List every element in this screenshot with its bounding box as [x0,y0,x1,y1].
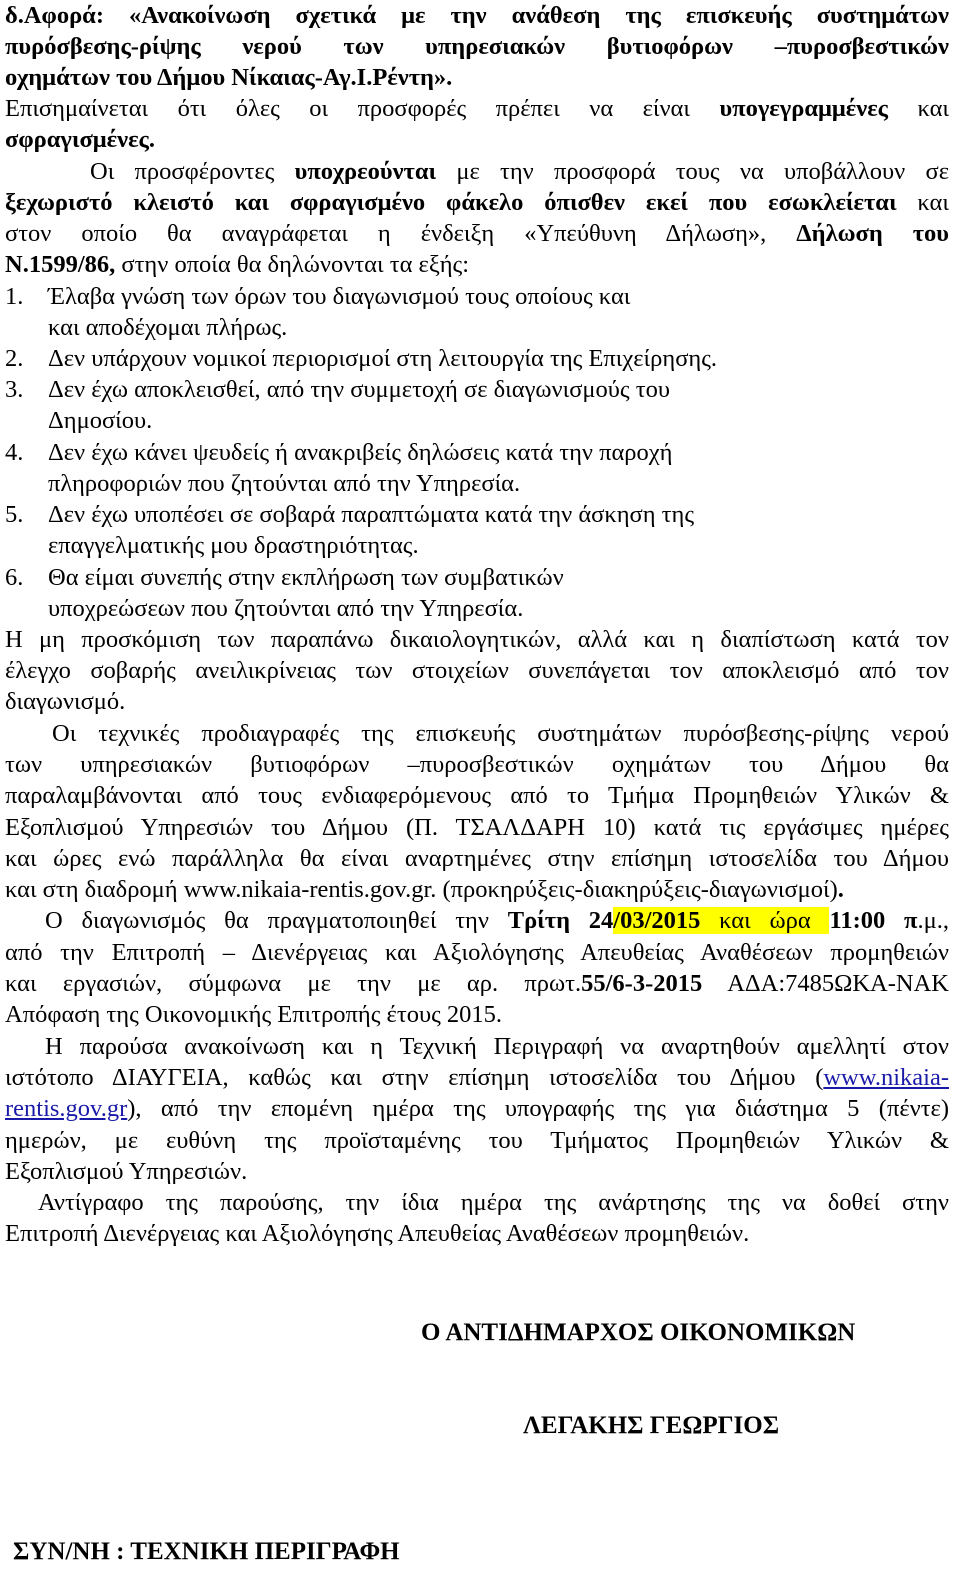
specs-line-1: Οι τεχνικές προδιαγραφές της επισκευής συστημάτων πυρόσβεσης-ρίψης νερού [52,720,949,747]
bidders-text-4b: στην οποία θα δηλώνονται τα εξής: [115,251,470,278]
exclusion-line-2: έλεγχο σοβαρής ανειλικρίνειας των στοιχείων συνεπάγεται τον αποκλεισμό από τον [5,657,949,684]
contest-protocol-text: και εργασιών, σύμφωνα με την με αρ. πρωτ. [5,970,582,997]
contest-ada: ΑΔΑ:7485ΩΚΑ-ΝΑΚ [702,970,949,997]
contest-line-2: από την Επιτροπή – Διενέργειας και Αξιολόγησης Απευθείας Αναθέσεων προμηθειών [5,939,949,966]
list-item-text: Δεν έχω αποκλεισθεί, από την συμμετοχή σε διαγωνισμούς του [48,376,670,403]
publication-line-4: ημερών, με ευθύνη της προϊσταμένης του Τμήματος Προμηθειών Υλικών & [5,1127,949,1154]
publication-line-5: Εξοπλισμού Υπηρεσιών. [5,1158,248,1185]
list-item-text: Δεν έχω κάνει ψευδείς ή ανακριβείς δηλώσεις κατά την παροχή [48,439,673,466]
bidders-obliged: υποχρεούνται [294,158,437,185]
bidders-text-2b: και [896,189,949,216]
specs-period: . [837,876,844,903]
bidders-declaration: Δήλωση του [796,220,949,247]
contest-text: Ο διαγωνισμός θα πραγματοποιηθεί την [45,907,508,934]
signed-note-line-1 [5,93,949,124]
list-item-number: 4. [5,439,24,466]
contest-line-1 [45,905,949,936]
specs-line-4: Εξοπλισμού Υπηρεσιών του Δήμου (Π. ΤΣΑΛΔΑΡΗ 10) κατά τις εργάσιμες ημέρες [5,814,949,841]
publication-text-2a: ιστότοπο ΔΙΑΥΓΕΙΑ, καθώς και στην επίσημη ιστοσελίδα του Δήμου ( [5,1064,824,1091]
list-item-number: 1. [5,283,24,310]
exclusion-line-3: διαγωνισμό. [5,688,126,715]
website-link-cont[interactable]: rentis.gov.gr [5,1095,128,1122]
publication-line-2 [5,1062,949,1093]
subject-text-3: οχημάτων του Δήμου Νίκαιας-Αγ.Ι.Ρέντη». [5,64,453,91]
list-item-text: Έλαβα γνώση των όρων του διαγωνισμού τους οποίους και [48,283,631,310]
specs-line-6 [5,874,949,905]
list-item-number: 3. [5,376,24,403]
publication-line-3 [5,1093,949,1124]
list-item-text: Δεν υπάρχουν νομικοί περιορισμοί στη λειτουργία της Επιχείρησης. [48,345,718,372]
bidders-text-3a: στον οποίο θα αναγράφεται η ένδειξη «Υπεύθυνη Δήλωση», [5,220,797,247]
contest-day: Τρίτη 24 [507,907,614,934]
publication-text-3b: ), από την επομένη ημέρα της υπογραφής της για διάστημα 5 (πέντε) [127,1095,949,1122]
subject-line-3 [5,62,949,93]
contest-time-label-highlight: και ώρα [700,907,830,934]
bidders-line-4 [5,249,949,280]
subject-text-1: «Ανακοίνωση σχετικά με την ανάθεση της επισκευής συστημάτων [129,2,949,29]
list-item-number: 2. [5,345,24,372]
copy-line-2: Επιτροπή Διενέργειας και Αξιολόγησης Απευθείας Αναθέσεων προμηθειών. [5,1220,750,1247]
list-item-number: 5. [5,501,24,528]
publication-line-1: Η παρούσα ανακοίνωση και η Τεχνική Περιγραφή να αναρτηθούν αμελλητί στον [45,1033,949,1060]
signed-note-text: Επισημαίνεται ότι όλες οι προσφορές πρέπει να είναι [5,95,720,122]
annex-title: ΣΥΝ/ΝΗ : ΤΕΧΝΙΚΗ ΠΕΡΙΓΡΑΦΗ [13,1538,400,1565]
list-item-text-cont: και αποδέχομαι πλήρως. [48,314,288,341]
website-link[interactable]: www.nikaia- [823,1064,949,1091]
list-item-text-cont: Δημοσίου. [48,407,153,434]
bidders-line-3 [5,218,949,249]
list-item-text: Θα είμαι συνεπής στην εκπλήρωση των συμβατικών [48,564,564,591]
signed-note-line-2 [5,124,949,155]
specs-line-2: των υπηρεσιακών βυτιοφόρων –πυροσβεστικών οχημάτων του Δήμου θα [5,751,949,778]
signed-note-and: και [888,95,950,122]
list-item-text-cont: υποχρεώσεων που ζητούνται από την Υπηρεσία. [48,595,524,622]
signed-note-sealed: σφραγισμένες. [5,126,156,153]
signed-note-bold: υπογεγραμμένες [719,95,888,122]
contest-protocol-number: 55/6-3-2015 [581,970,703,997]
exclusion-line-1: Η μη προσκόμιση των παραπάνω δικαιολογητικών, αλλά και η διαπίστωση κατά τον [5,626,949,653]
subject-text-2: πυρόσβεσης-ρίψης νερού των υπηρεσιακών βυτιοφόρων –πυροσβεστικών [5,33,949,60]
subject-prefix: δ.Αφορά: [5,2,129,29]
list-item-number: 6. [5,564,24,591]
contest-time: 11:00 π [829,907,918,934]
signatory-title: Ο ΑΝΤΙΔΗΜΑΡΧΟΣ ΟΙΚΟΝΟΜΙΚΩΝ [421,1319,856,1346]
copy-line-1: Αντίγραφο της παρούσης, την ίδια ημέρα της ανάρτησης της να δοθεί στην [38,1189,949,1216]
bidders-envelope: ξεχωριστό κλειστό και σφραγισμένο φάκελο όπισθεν εκεί που εσωκλείεται [5,189,897,216]
list-item-text: Δεν έχω υποπέσει σε σοβαρά παραπτώματα κατά την άσκηση της [48,501,695,528]
list-item-text-cont: πληροφοριών που ζητούνται από την Υπηρεσία. [48,470,521,497]
subject-line-2 [5,31,949,62]
contest-time-suffix: .μ., [917,907,949,934]
bidders-law: Ν.1599/86, [5,251,116,278]
list-item-text-cont: επαγγελματικής μου δραστηριότητας. [48,532,419,559]
signatory-name: ΛΕΓΑΚΗΣ ΓΕΩΡΓΙΟΣ [523,1412,780,1439]
contest-date-highlight: /03/2015 [613,907,701,934]
bidders-text-1c: με την προσφορά τους να υποβάλλουν σε [436,158,949,185]
subject-line-1 [5,0,949,31]
contest-line-4: Απόφαση της Οικονομικής Επιτροπής έτους 2015. [5,1001,503,1028]
bidders-line-2 [5,187,949,218]
specs-line-3: παραλαμβάνονται από τους ενδιαφερόμενους από το Τμήμα Προμηθειών Υλικών & [5,782,949,809]
bidders-text-1a: Οι προσφέροντες [90,158,295,185]
specs-line-5: και ώρες ενώ παράλληλα θα είναι αναρτημένες στην επίσημη ιστοσελίδα του Δήμου [5,845,949,872]
specs-path: και στη διαδρομή www.nikaia-rentis.gov.gr. (προκηρύξεις-διακηρύξεις-διαγωνισμοί) [5,876,838,903]
bidders-line-1 [90,156,949,187]
contest-line-3 [5,968,949,999]
